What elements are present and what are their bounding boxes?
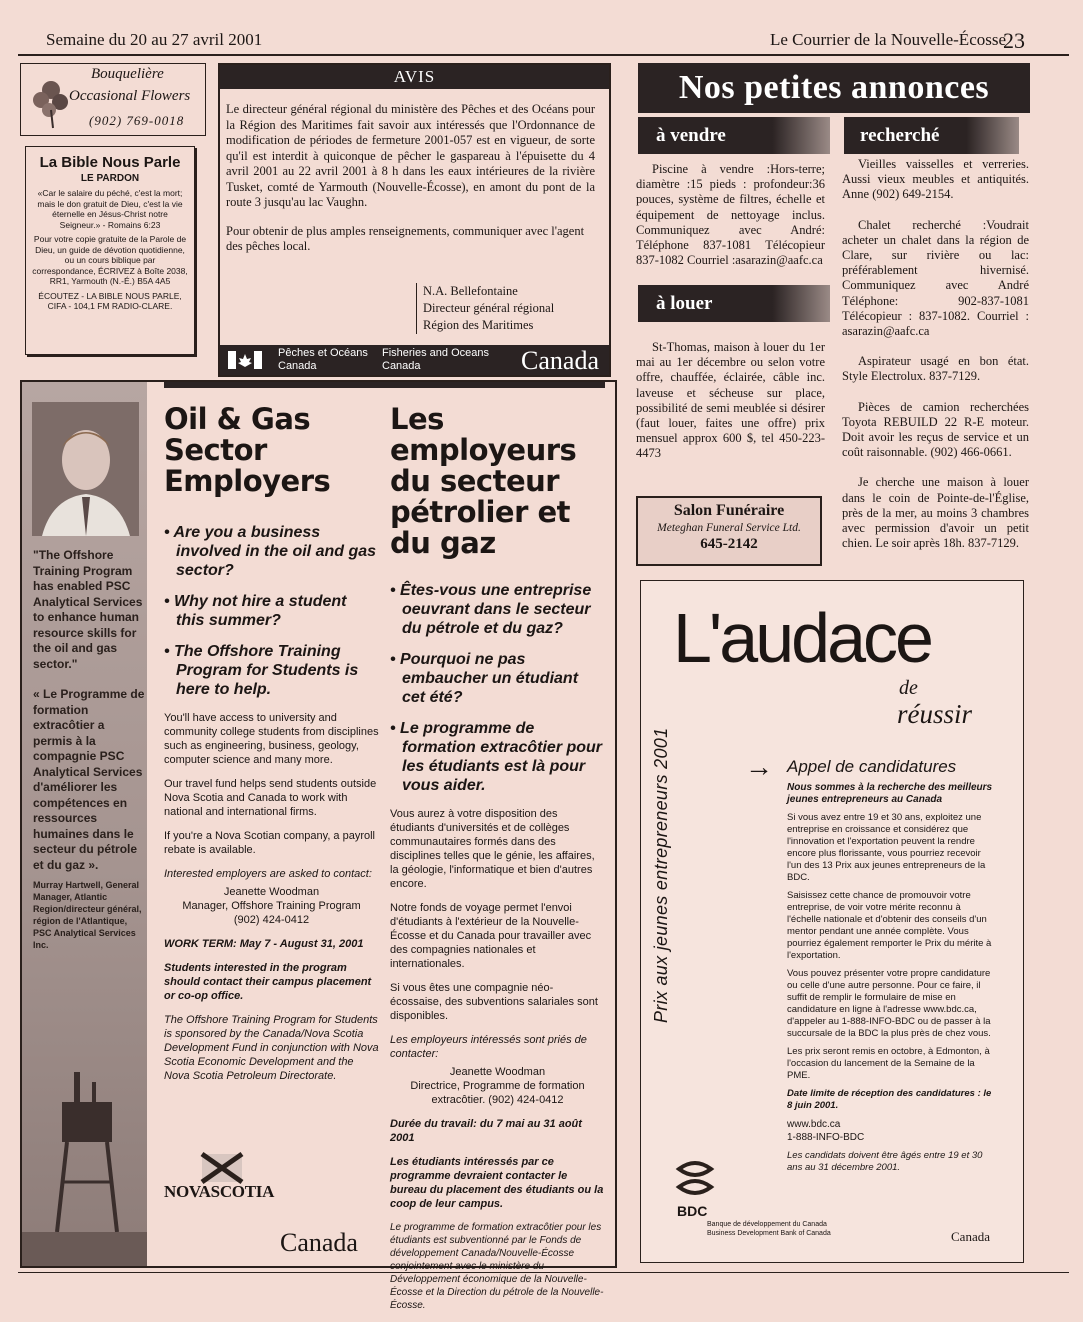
english-column — [164, 404, 379, 1093]
dfo-english — [382, 347, 489, 372]
english-sponsor: The Offshore Training Program for Students is sponsored by the Canada/Nova Scotia Development Fund in conjunction with Nova Scotia Economic Development and the Nova Scotia Petroleum Directorate. — [164, 1014, 379, 1082]
bible-box — [25, 146, 195, 355]
audace-l: L' — [673, 599, 720, 677]
french-contact: Jeanette Woodman Directrice, Programme de formation extracôtier. (902) 424-0412 — [410, 1066, 585, 1106]
bottom-rule — [18, 1272, 1069, 1273]
page-number: 23 — [1003, 28, 1025, 53]
bdc-vertical-title: Prix aux jeunes entrepreneurs 2001 — [651, 727, 671, 1023]
bible-title: La Bible Nous Parle — [39, 154, 181, 171]
funeral-phone: 645-2142 — [700, 536, 758, 552]
french-sponsor: Le programme de formation extracôtier pour les étudiants est subventionné par le Fonds de développement Canada/Nouvelle-Écosse conjointement avec le ministère du Développement économique de la Nouvelle-Écosse et la Direction du pétrole de la Nouvelle-Écosse. — [390, 1222, 604, 1311]
bdc-phone: 1-888-INFO-BDC — [787, 1132, 865, 1143]
bouqueliere-name: Bouquelière — [91, 66, 164, 82]
dfo-french-line1: Pêches et Océans — [278, 347, 368, 359]
bdc-bank-fr: Banque de développement du Canada — [707, 1221, 827, 1228]
recherche-item-2: Chalet recherché :Voudrait acheter un chalet dans la région de Clare, sur rivière ou lac: préférablement hivernisé. Communiquez avec André Téléphone: 902-837-1081 Télécopieur : 837-1082. Courriel : asarazin@aafc.ca — [842, 217, 1029, 339]
french-bullets — [390, 581, 605, 795]
french-para-2: Notre fonds de voyage permet l'envoi d'étudiants à l'extérieur de la Nouvelle-Écosse et du Canada pour travailler avec des compagnies nationales et internationales. — [390, 902, 592, 970]
oil-gas-ad — [20, 380, 617, 1311]
bdc-canada-wordmark: Canada — [951, 1229, 990, 1244]
french-bullet-3: • Le programme de formation extracôtier pour les étudiants est là pour vous aider. — [390, 720, 603, 794]
bible-quote: «Car le salaire du péché, c'est la mort; mais le don gratuit de Dieu, c'est la vie éternelle en Jésus-Christ notre Seigneur.» - Romains 6:23 — [37, 188, 183, 230]
bdc-bank-names — [707, 1220, 831, 1238]
recherche-heading: recherché — [844, 117, 1019, 154]
french-para-3: Si vous êtes une compagnie néo-écossaise, des subventions salariales sont disponibles. — [390, 982, 598, 1022]
classifieds-title: Nos petites annonces — [638, 63, 1030, 113]
flower-icon — [27, 72, 75, 128]
funeral-ad — [636, 496, 822, 566]
portrait-photo — [32, 402, 139, 536]
recherche-item-4: Pièces de camion recherchées Toyota REBUILD 22 R-E moteur. Doit avoir les reçus de service et un coût raisonnable. (902) 466-0661. — [842, 399, 1029, 460]
a-vendre-text: Piscine à vendre :Hors-terre; diamètre :15 pieds : profondeur:36 pouces, système de filtres, échelle et équipement de nettoyage inclus. Communiquez avec André: Téléphone 837-1081 Télécopieur 837-1082 Courriel :asarazin@aafc.ca — [636, 162, 825, 268]
bdc-web: www.bdc.ca — [787, 1119, 841, 1130]
bouqueliere-ad — [20, 63, 206, 136]
a-louer-heading: à louer — [638, 285, 830, 322]
signature-title: Directeur général régional — [423, 301, 555, 315]
offshore-platform-image — [22, 1062, 147, 1266]
header-rule — [18, 54, 1069, 56]
funeral-title: Salon Funéraire — [673, 502, 785, 519]
bdc-text — [787, 757, 997, 1180]
canada-wordmark-ad: Canada — [280, 1228, 358, 1257]
canada-wordmark: Canada — [521, 346, 599, 375]
avis-title: AVIS — [220, 65, 609, 89]
bdc-logo: BDC — [677, 1203, 708, 1219]
bible-offer: Pour votre copie gratuite de la Parole de Dieu, un guide de dévotion quotidienne, ou un cours biblique par correspondance, ÉCRIVEZ à Boîte 2038, RR1, Yarmouth (N.-É.) B5A 4A5 — [32, 234, 188, 286]
avis-signature — [416, 283, 554, 334]
signature-region: Région des Maritimes — [423, 318, 534, 332]
french-students: Les étudiants intéressés par ce programme devraient contacter le bureau du placement des étudiants ou la coop de leur campus. — [390, 1156, 604, 1210]
bdc-deadline: Date limite de réception des candidatures : le 8 juin 2001. — [787, 1088, 992, 1111]
french-para-4: Les employeurs intéressés sont priés de contacter: — [390, 1034, 587, 1060]
bdc-para-2: Saisissez cette chance de promouvoir votre entreprise, de voir votre mérite reconnu à l'échelle nationale et d'obtenir des conseils d'un mentor pendant une année complète. Vous pourriez également remporter le Prix du mérite à l'exportation. — [787, 890, 992, 961]
audace-reussir: réussir — [897, 699, 973, 729]
bdc-bank-en: Business Development Bank of Canada — [707, 1230, 831, 1237]
french-column — [390, 404, 605, 1322]
french-para-1: Vous aurez à votre disposition des étudiants d'universités et de collèges communautaires formés dans des disciplines telles que le génie, les affaires, la géologie, l'informatique et bien d'autres encore. — [390, 808, 595, 890]
bdc-para-4: Les prix seront remis en octobre, à Edmonton, à l'occasion du lancement de la Semaine de la PME. — [787, 1046, 990, 1081]
audace-word: audace — [719, 599, 931, 677]
avis-contact: Pour obtenir de plus amples renseignements, communiquer avec l'agent des pêches local. — [226, 223, 585, 253]
bdc-para-1: Si vous avez entre 19 et 30 ans, exploitez une entreprise en croissance et considérez que l'innovation et l'exportation peuvent la rendre encore plus florissante, vous pourriez recevoir l'un des 13 Prix aux jeunes entrepreneurs de la BDC. — [787, 812, 986, 883]
recherche-item-1: Vieilles vaisselles et verreries. Aussi vieux meubles et antiquités. Anne (902) 649-2154. — [842, 157, 1029, 202]
english-para-1: You'll have access to university and community college students from disciplines such as engineering, business, geology, computer science and many more. — [164, 712, 379, 766]
recherche-item-5: Je cherche une maison à louer dans le coin de Pointe-de-l'Église, près de la mer, au moins 3 chambres avec permission d'avoir un petit chien. Le soir après 18h. 837-7129. — [842, 475, 1029, 551]
recherche-list — [842, 157, 1029, 566]
english-title: Oil & Gas Sector Employers — [164, 402, 331, 498]
english-bullets — [164, 523, 379, 699]
french-bullet-2: • Pourquoi ne pas embaucher un étudiant cet été? — [390, 651, 579, 706]
bdc-logo-icon — [675, 1161, 715, 1201]
english-para-3: If you're a Nova Scotian company, a payroll rebate is available. — [164, 830, 376, 856]
funeral-subtitle: Meteghan Funeral Service Ltd. — [657, 522, 801, 534]
header-date: Semaine du 20 au 27 avril 2001 — [46, 30, 263, 49]
recherche-item-3: Aspirateur usagé en bon état. Style Electrolux. 837-7129. — [842, 354, 1029, 384]
bdc-para-3: Vous pouvez présenter votre propre candidature ou celle d'une autre personne. Pour ce faire, il suffit de remplir le formulaire de mise en candidature en ligne à l'adresse www.bdc.ca, d'appeler au 1-888-INFO-BDC ou de passer à la succursale de la BDC la plus près de chez vous. — [787, 968, 991, 1039]
english-students: Students interested in the program should contact their campus placement or co-op office. — [164, 962, 372, 1002]
bouqueliere-sub: Occasional Flowers — [69, 88, 191, 104]
english-para-2: Our travel fund helps send students outside Nova Scotia and Canada to work with national and international firms. — [164, 778, 377, 818]
canada-flag-icon — [228, 351, 262, 369]
avis-paragraph: Le directeur général régional du ministère des Pêches et des Océans pour la Région des Maritimes fait savoir aux intéressés que l'Ordonnance de modification de périodes de fermeture 2001-057 est en vigueur, de sorte qu'il est interdit à quiconque de pêcher le gaspareau à l'épuisette du 4 avril 2001 au 22 avril 2001 à 8 h dans les eaux intérieures de la rivière Tusket, comté de Yarmouth (Nouvelle-Écosse), en amont du pont de la route 3 jusqu'au lac Vaughn. — [226, 102, 595, 209]
quote-english: "The Offshore Training Program has enabled PSC Analytical Services to enhance human resource skills for the oil and gas sector." — [33, 548, 143, 671]
bible-subtitle: LE PARDON — [80, 173, 140, 184]
bible-listen: ÉCOUTEZ - LA BIBLE NOUS PARLE, CIFA - 104,1 FM RADIO-CLARE. — [38, 290, 182, 311]
quote-column — [22, 382, 147, 1266]
dfo-english-line2: Canada — [382, 359, 421, 372]
audace-title — [673, 599, 931, 677]
bdc-lead: Nous sommes à la recherche des meilleurs jeunes entrepreneurs au Canada — [787, 782, 993, 805]
dfo-french-line2: Canada — [278, 359, 317, 372]
french-bullet-1: • Êtes-vous une entreprise oeuvrant dans le secteur du pétrole et du gaz? — [390, 582, 592, 637]
bdc-appel: Appel de candidatures — [787, 757, 957, 776]
bouqueliere-phone: (902) 769-0018 — [89, 113, 185, 128]
quote-french: « Le Programme de formation extracôtier a permis à la compagnie PSC Analytical Services d'améliorer les compétences en ressources humaines dans le secteur du pétrole et du gaz ». — [33, 687, 145, 872]
english-work-term: WORK TERM: May 7 - August 31, 2001 — [164, 938, 364, 950]
english-para-4: Interested employers are asked to contact: — [164, 868, 372, 880]
bdc-ad — [640, 580, 1024, 1263]
dfo-french — [278, 347, 368, 372]
avis-notice — [218, 63, 611, 377]
english-bullet-2: • Why not hire a student this summer? — [164, 593, 347, 629]
english-contact: Jeanette Woodman Manager, Offshore Training Program (902) 424-0412 — [182, 886, 361, 926]
english-bullet-1: • Are you a business involved in the oil and gas sector? — [164, 524, 377, 579]
a-louer-text: St-Thomas, maison à louer du 1er mai au 1er décembre ou selon votre offre, chauffée, éclairée, câble inc. laveuse et sécheuse sur place, possibilité de semi meublée si désirer (faut louer, faites une offre) prix mensuel approx 600 $, tel 450-223-4473 — [636, 340, 825, 461]
avis-footer — [220, 345, 609, 375]
english-bullet-3: • The Offshore Training Program for Students is here to help. — [164, 643, 359, 698]
signature-name: N.A. Bellefontaine — [423, 284, 518, 298]
quote-attribution: Murray Hartwell, General Manager, Atlantic Region/directeur général, région de l'Atlantique, PSC Analytical Services Inc. — [33, 880, 142, 950]
audace-de: de — [899, 677, 918, 699]
ad-top-rule — [164, 382, 605, 388]
nova-scotia-flag-icon — [202, 1154, 242, 1182]
arrow-icon: → — [745, 751, 773, 782]
header-publication: Le Courrier de la Nouvelle-Écosse — [770, 30, 1007, 49]
french-work-term: Durée du travail: du 7 mai au 31 août 2001 — [390, 1118, 582, 1144]
bdc-age: Les candidats doivent être âgés entre 19 et 30 ans au 31 décembre 2001. — [787, 1150, 983, 1173]
a-vendre-heading: à vendre — [638, 117, 830, 154]
french-title: Les employeurs du secteur pétrolier et du gaz — [390, 402, 577, 560]
dfo-english-line1: Fisheries and Oceans — [382, 347, 489, 359]
nova-scotia-logo: NOVASCOTIA — [164, 1182, 275, 1201]
